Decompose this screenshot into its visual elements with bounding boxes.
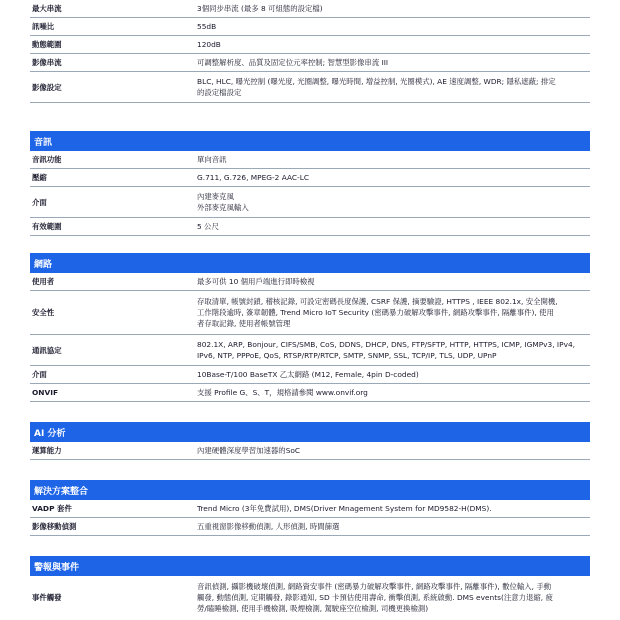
spec-value-line: 工作階段逾時, 簽章韌體, Trend Micro IoT Security (密碼暴力破解攻擊事件, 網路攻擊事件, 隔離事件), 使用 xyxy=(197,308,554,317)
spec-value-line: 音訊偵測, 攝影機破壞偵測, 網路資安事件 (密碼暴力破解攻擊事件, 網路攻擊事件, 隔離事件), 數位輸入, 手動 xyxy=(197,582,552,591)
spec-label: 有效範圍 xyxy=(32,222,62,231)
spec-row-security xyxy=(30,291,590,335)
section-gap xyxy=(30,103,590,131)
spec-label: 介面 xyxy=(32,370,47,379)
spec-label: 使用者 xyxy=(32,277,55,286)
spec-label: 音訊功能 xyxy=(32,155,62,164)
spec-value: 5 公尺 xyxy=(197,222,219,231)
spec-row-event-trigger xyxy=(30,576,590,619)
spec-row-image-settings xyxy=(30,72,590,103)
spec-value: 內建硬體深度學習加速器的SoC xyxy=(197,446,301,455)
spec-value-line: IPv6, NTP, PPPoE, QoS, RTSP/RTP/RTCP, SMTP, SNMP, SSL, TCP/IP, TLS, UDP, UPnP xyxy=(197,351,497,360)
spec-value: 可調整解析度、品質及固定位元率控制; 智慧型影像串流 III xyxy=(197,58,389,67)
spec-value-line: 內建麥克風 xyxy=(197,192,234,201)
spec-row-video-streaming xyxy=(30,54,590,72)
section-header-network: 網路 xyxy=(30,253,590,273)
spec-label: 運算能力 xyxy=(32,446,62,455)
spec-value-line: 勞/瞌睡檢測, 使用手機檢測, 吸煙檢測, 駕駛座空位檢測, 司機更換檢測) xyxy=(197,604,429,613)
spec-label: 訊噪比 xyxy=(32,22,55,31)
spec-value-line: 的設定檔設定 xyxy=(197,88,242,97)
spec-label: 最大串流 xyxy=(32,4,62,13)
section-header-audio: 音訊 xyxy=(30,131,590,151)
spec-value xyxy=(197,74,590,100)
spec-value: 120dB xyxy=(197,40,221,49)
spec-row-effective-range xyxy=(30,218,590,236)
spec-value xyxy=(197,189,590,215)
section-gap xyxy=(30,236,590,253)
section-gap xyxy=(30,460,590,480)
spec-row-compute xyxy=(30,442,590,460)
spec-row-snr xyxy=(30,18,590,36)
spec-value: Trend Micro (3年免費試用), DMS(Driver Mnagement System for MD9582-H(DMS). xyxy=(197,504,492,513)
spec-row-protocols xyxy=(30,335,590,366)
spec-row-motion-detection xyxy=(30,518,590,536)
spec-label: 壓縮 xyxy=(32,173,47,182)
spec-value-line: 802.1X, ARP, Bonjour, CIFS/SMB, CoS, DDNS, DHCP, DNS, FTP/SFTP, HTTP, HTTPS, ICMP, IGMPv3, IPv4, xyxy=(197,340,575,349)
spec-value: G.711, G.726, MPEG-2 AAC-LC xyxy=(197,173,310,182)
spec-row-audio-capability xyxy=(30,151,590,169)
spec-row-compression xyxy=(30,169,590,187)
section-gap xyxy=(30,402,590,422)
spec-label: 介面 xyxy=(32,197,47,207)
section-gap xyxy=(30,536,590,556)
section-header-alarm: 警報與事件 xyxy=(30,556,590,576)
spec-row-onvif xyxy=(30,384,590,402)
section-header-solution: 解決方案整合 xyxy=(30,480,590,500)
spec-row-network-interface xyxy=(30,366,590,384)
spec-value: 單向音訊 xyxy=(197,155,227,164)
section-header-ai: AI 分析 xyxy=(30,422,590,442)
spec-value: 最多可供 10 個用戶端進行即時檢視 xyxy=(197,277,315,286)
spec-value-line: 存取清單, 帳號封鎖, 稽核記錄, 可設定密碼長度保護, CSRF 保護, 摘要驗證, HTTPS , IEEE 802.1x, 安全開機, xyxy=(197,297,558,306)
spec-label: 影像移動偵測 xyxy=(32,522,77,531)
spec-label: 影像串流 xyxy=(32,58,62,67)
spec-label: VADP 套件 xyxy=(32,504,72,513)
spec-row-audio-interface xyxy=(30,187,590,218)
spec-value-line: 者存取記錄, 使用者帳號管理 xyxy=(197,319,291,328)
spec-value-line: BLC, HLC, 曝光控制 (曝光度, 光圈調整, 曝光時間, 增益控制, 光圈模式), AE 速度調整, WDR; 隱私遮蔽; 排定 xyxy=(197,77,556,86)
spec-value: 55dB xyxy=(197,22,217,31)
spec-label: 通訊協定 xyxy=(32,345,62,355)
spec-sheet xyxy=(30,0,590,619)
spec-value xyxy=(197,294,590,331)
spec-value-line: 外部麥克風輸入 xyxy=(197,203,249,212)
spec-label: ONVIF xyxy=(32,388,58,397)
spec-value xyxy=(197,337,590,363)
spec-label: 動態範圍 xyxy=(32,40,62,49)
spec-value xyxy=(197,579,590,616)
spec-label: 事件觸發 xyxy=(32,593,62,602)
spec-label: 影像設定 xyxy=(32,82,62,92)
spec-row-dynamic-range xyxy=(30,36,590,54)
spec-row-vadp xyxy=(30,500,590,518)
spec-row-users xyxy=(30,273,590,291)
spec-row-max-streams xyxy=(30,0,590,18)
spec-value: 五重視窗影像移動偵測, 人形偵測, 時間篩選 xyxy=(197,522,340,531)
spec-value: 3個同步串流 (最多 8 可組態的設定檔) xyxy=(197,4,323,13)
spec-label: 安全性 xyxy=(32,308,55,317)
spec-value: 10Base-T/100 BaseTX 乙太網路 (M12, Female, 4pin D-coded) xyxy=(197,370,419,379)
spec-value: 支援 Profile G、S、T，規格請參閱 www.onvif.org xyxy=(197,388,368,397)
spec-value-line: 觸發, 動態偵測, 定期觸發, 錄影通知, SD 卡預估使用壽命, 衝擊偵測, 系統啟動. DMS events(注意力退縮, 疲 xyxy=(197,593,553,602)
